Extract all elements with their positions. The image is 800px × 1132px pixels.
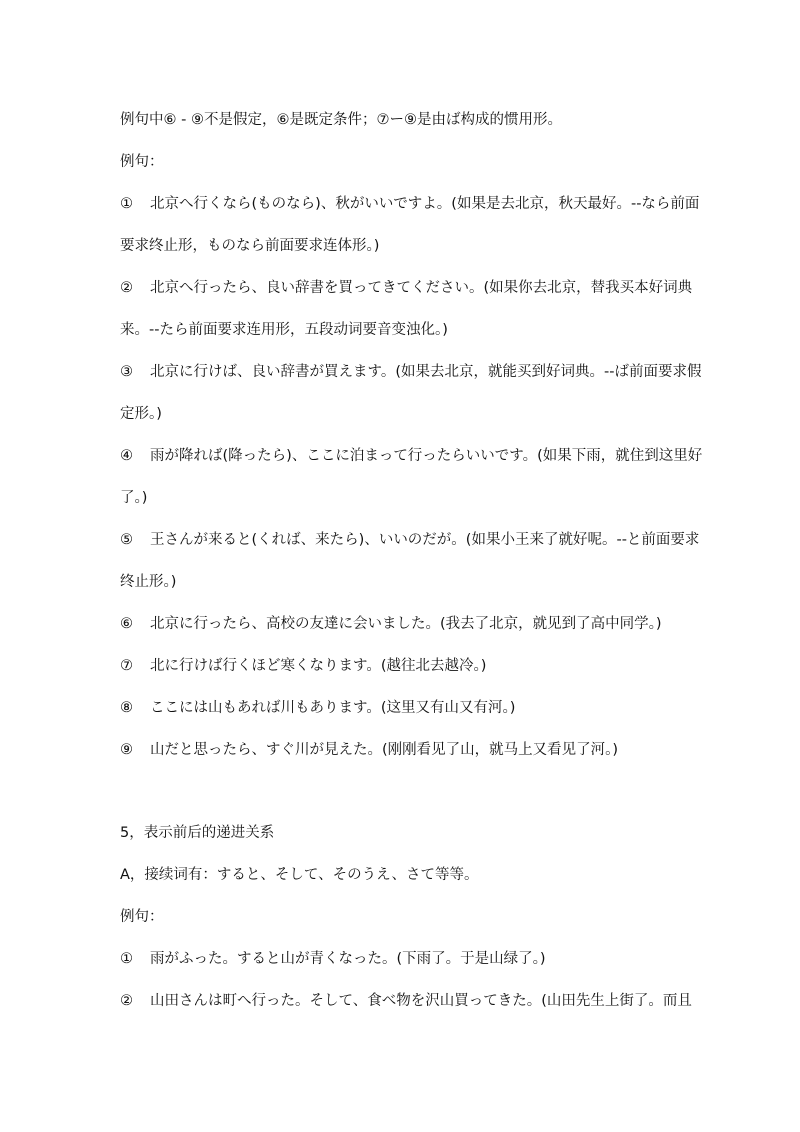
example-text: 北京に行ったら、高校の友達に会いました。(我去了北京，就见到了高中同学。) <box>150 616 662 632</box>
example-number: ⑨ <box>120 742 133 758</box>
section-subheading: A，接续词有：すると、そして、そのうえ、さて等等。 <box>120 867 479 883</box>
example-number: ② <box>120 993 133 1009</box>
example-7 <box>120 656 690 676</box>
example-4-line-2: 了。) <box>120 490 148 506</box>
example-3-line-2: 定形。) <box>120 406 162 422</box>
example-text: ここには山もあれば川もあります。(这里又有山又有河。) <box>150 700 516 716</box>
intro-paragraph: 例句中⑥ - ⑨不是假定，⑥是既定条件；⑦ー⑨是由ば构成的惯用形。 <box>120 112 562 128</box>
example-2-line-2: 来。--たら前面要求连用形，五段动词要音变浊化。) <box>120 322 448 338</box>
example-number: ② <box>120 280 133 296</box>
example-5-line-1 <box>120 530 700 550</box>
example-b1 <box>120 949 690 969</box>
example-9 <box>120 740 690 760</box>
example-text: 雨がふった。すると山が青くなった。(下雨了。于是山绿了。) <box>150 951 546 967</box>
example-text: 雨が降れば(降ったら)、ここに泊まって行ったらいいです。(如果下雨，就住到这里好 <box>150 448 703 464</box>
example-2-line-1 <box>120 278 693 298</box>
example-text: 北京へ行くなら(ものなら)、秋がいいですよ。(如果是去北京，秋天最好。--なら前面 <box>150 196 700 212</box>
example-label: 例句： <box>120 154 164 170</box>
example-6 <box>120 614 690 634</box>
example-number: ④ <box>120 448 133 464</box>
example-text: 王さんが来ると(くれば、来たら)、いいのだが。(如果小王来了就好呢。--と前面要求 <box>150 532 700 548</box>
example-number: ⑧ <box>120 700 133 716</box>
example-label-2: 例句： <box>120 909 164 925</box>
example-text: 北京に行けば、良い辞書が買えます。(如果去北京，就能买到好词典。--ば前面要求假 <box>150 364 702 380</box>
example-5-line-2: 终止形。) <box>120 574 177 590</box>
example-text: 山田さんは町へ行った。そして、食べ物を沢山買ってきた。(山田先生上街了。而且 <box>150 993 692 1009</box>
example-b2 <box>120 991 690 1011</box>
example-number: ① <box>120 951 133 967</box>
example-8 <box>120 698 690 718</box>
example-number: ⑥ <box>120 616 133 632</box>
example-1-line-2: 要求终止形，ものなら前面要求连体形。) <box>120 238 380 254</box>
example-1-line-1 <box>120 194 700 214</box>
section-heading: 5，表示前后的递进关系 <box>120 825 275 841</box>
example-text: 北京へ行ったら、良い辞書を買ってきてください。(如果你去北京，替我买本好词典 <box>150 280 693 296</box>
example-text: 北に行けば行くほど寒くなります。(越往北去越冷。) <box>150 658 487 674</box>
example-text: 山だと思ったら、すぐ川が見えた。(刚刚看见了山，就马上又看见了河。) <box>150 742 619 758</box>
example-number: ③ <box>120 364 133 380</box>
example-number: ⑦ <box>120 658 133 674</box>
example-number: ① <box>120 196 133 212</box>
example-number: ⑤ <box>120 532 133 548</box>
example-4-line-1 <box>120 446 703 466</box>
example-3-line-1 <box>120 362 702 382</box>
